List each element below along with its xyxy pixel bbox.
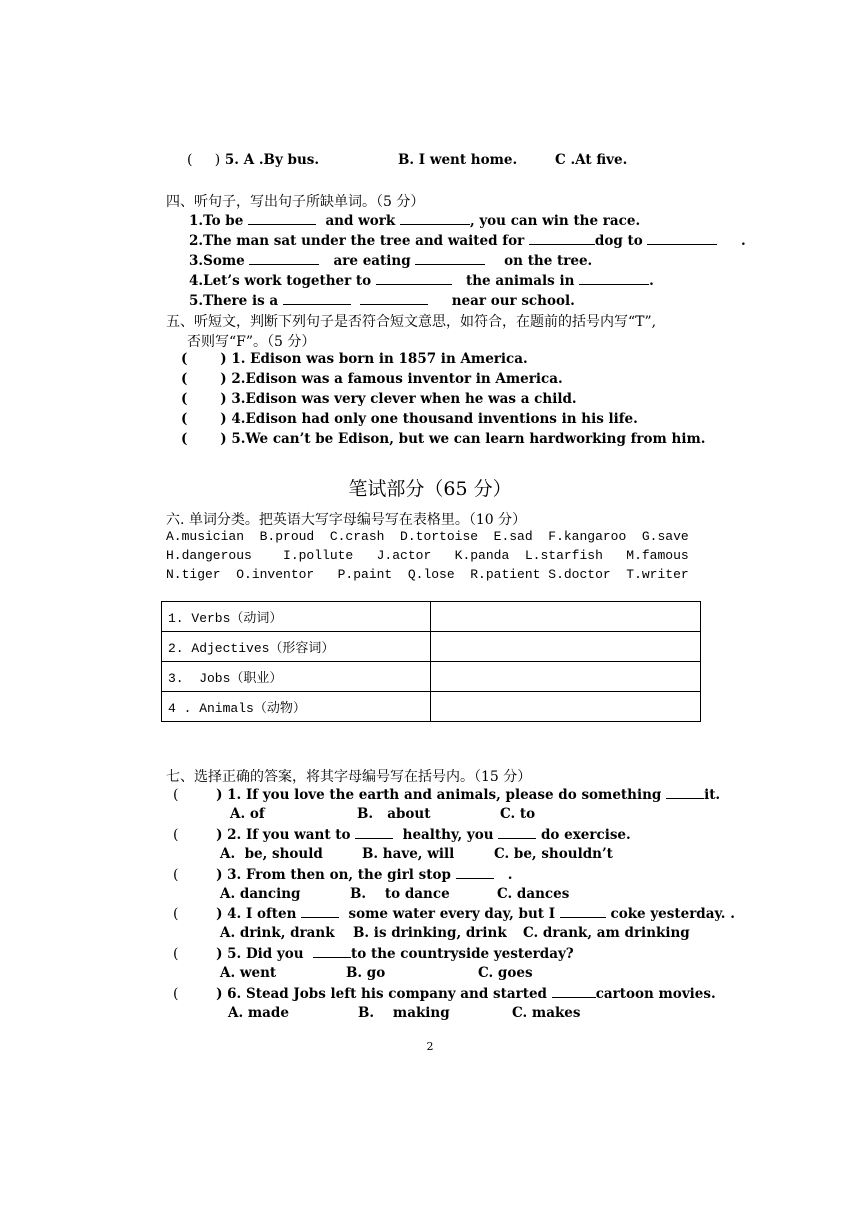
answer-cell-verbs[interactable] bbox=[431, 602, 701, 632]
classification-table bbox=[161, 601, 701, 722]
sec5-item-3: ( ) 3.Edison was very clever when he was a child. bbox=[181, 391, 577, 407]
page-number: 2 bbox=[426, 1040, 434, 1053]
q3-option-c: C. dances bbox=[497, 886, 570, 902]
sec4-line-5: 5.There is a near our school. bbox=[189, 293, 575, 309]
q2-option-a: A. be, should bbox=[220, 846, 323, 862]
section-4-heading: 四、听句子，写出句子所缺单词。（5 分） bbox=[166, 194, 425, 210]
q5-option-b: B. go bbox=[346, 965, 386, 981]
q1-option-c: C. to bbox=[500, 806, 536, 822]
q5-option-c: C. goes bbox=[478, 965, 533, 981]
q4-option-b: B. is drinking, drink bbox=[353, 925, 507, 941]
q3-option-a: A. dancing bbox=[220, 886, 301, 902]
sec5-item-1: ( ) 1. Edison was born in 1857 in America. bbox=[181, 351, 528, 367]
word-list-line-2: H.dangerous I.pollute J.actor K.panda L.starfish M.famous bbox=[166, 548, 689, 563]
row-label-animals: 4 . Animals（动物） bbox=[162, 692, 431, 722]
word-list-line-3: N.tiger O.inventor P.paint Q.lose R.patient S.doctor T.writer bbox=[166, 567, 689, 582]
answer-cell-adjectives[interactable] bbox=[431, 632, 701, 662]
q5: ( ) 5. Did you to the countryside yesterday? bbox=[173, 946, 574, 962]
word-list-line-1: A.musician B.proud C.crash D.tortoise E.sad F.kangaroo G.save bbox=[166, 529, 689, 544]
answer-cell-jobs[interactable] bbox=[431, 662, 701, 692]
q1: ( ) 1. If you love the earth and animals, please do something it. bbox=[173, 787, 721, 803]
sec4-line-4: 4.Let’s work together to the animals in . bbox=[189, 273, 654, 289]
q6: ( ) 6. Stead Jobs left his company and started cartoon movies. bbox=[173, 986, 716, 1002]
q6-option-a: A. made bbox=[228, 1005, 289, 1021]
q5-option-a: A. went bbox=[220, 965, 277, 981]
q4-option-c: C. drank, am drinking bbox=[523, 925, 690, 941]
q2-option-b: B. have, will bbox=[362, 846, 455, 862]
row-label-adjectives: 2. Adjectives（形容词） bbox=[162, 632, 431, 662]
sec5-item-2: ( ) 2.Edison was a famous inventor in America. bbox=[181, 371, 563, 387]
row-label-jobs: 3. Jobs（职业） bbox=[162, 662, 431, 692]
q6-option-c: C. makes bbox=[512, 1005, 581, 1021]
section-5-heading-cont: 否则写“F”。（5 分） bbox=[187, 334, 316, 350]
sec4-line-1: 1.To be and work , you can win the race. bbox=[189, 213, 641, 229]
answer-cell-animals[interactable] bbox=[431, 692, 701, 722]
option-c: C .At five. bbox=[555, 152, 628, 168]
q6-option-b: B. making bbox=[358, 1005, 450, 1021]
q1-option-a: A. of bbox=[230, 806, 265, 822]
q4: ( ) 4. I often some water every day, but I coke yesterday. . bbox=[173, 906, 735, 922]
q3-option-b: B. to dance bbox=[350, 886, 450, 902]
listening-item-5: ( ) 5. A .By bus. bbox=[187, 152, 320, 168]
sec5-item-5: ( ) 5.We can’t be Edison, but we can learn hardworking from him. bbox=[181, 431, 706, 447]
table-row bbox=[162, 692, 701, 722]
section-7-heading: 七、选择正确的答案，将其字母编号写在括号内。（15 分） bbox=[166, 769, 532, 785]
q4-option-a: A. drink, drank bbox=[220, 925, 335, 941]
table-row bbox=[162, 632, 701, 662]
row-label-verbs: 1. Verbs（动词） bbox=[162, 602, 431, 632]
q1-option-b: B. about bbox=[357, 806, 431, 822]
q2-option-c: C. be, shouldn’t bbox=[494, 846, 613, 862]
section-5-heading: 五、听短文，判断下列句子是否符合短文意思，如符合，在题前的括号内写“T”, bbox=[166, 314, 657, 330]
q3: ( ) 3. From then on, the girl stop . bbox=[173, 867, 513, 883]
written-part-title: 笔试部分（65 分） bbox=[348, 478, 512, 500]
q2: ( ) 2. If you want to healthy, you do exercise. bbox=[173, 827, 631, 843]
sec4-line-2: 2.The man sat under the tree and waited for dog to . bbox=[189, 233, 746, 249]
option-b: B. I went home. bbox=[398, 152, 518, 168]
sec4-line-3: 3.Some are eating on the tree. bbox=[189, 253, 593, 269]
table-row bbox=[162, 602, 701, 632]
table-row bbox=[162, 662, 701, 692]
sec5-item-4: ( ) 4.Edison had only one thousand inventions in his life. bbox=[181, 411, 638, 427]
section-6-heading: 六. 单词分类。把英语大写字母编号写在表格里。（10 分） bbox=[166, 512, 527, 528]
